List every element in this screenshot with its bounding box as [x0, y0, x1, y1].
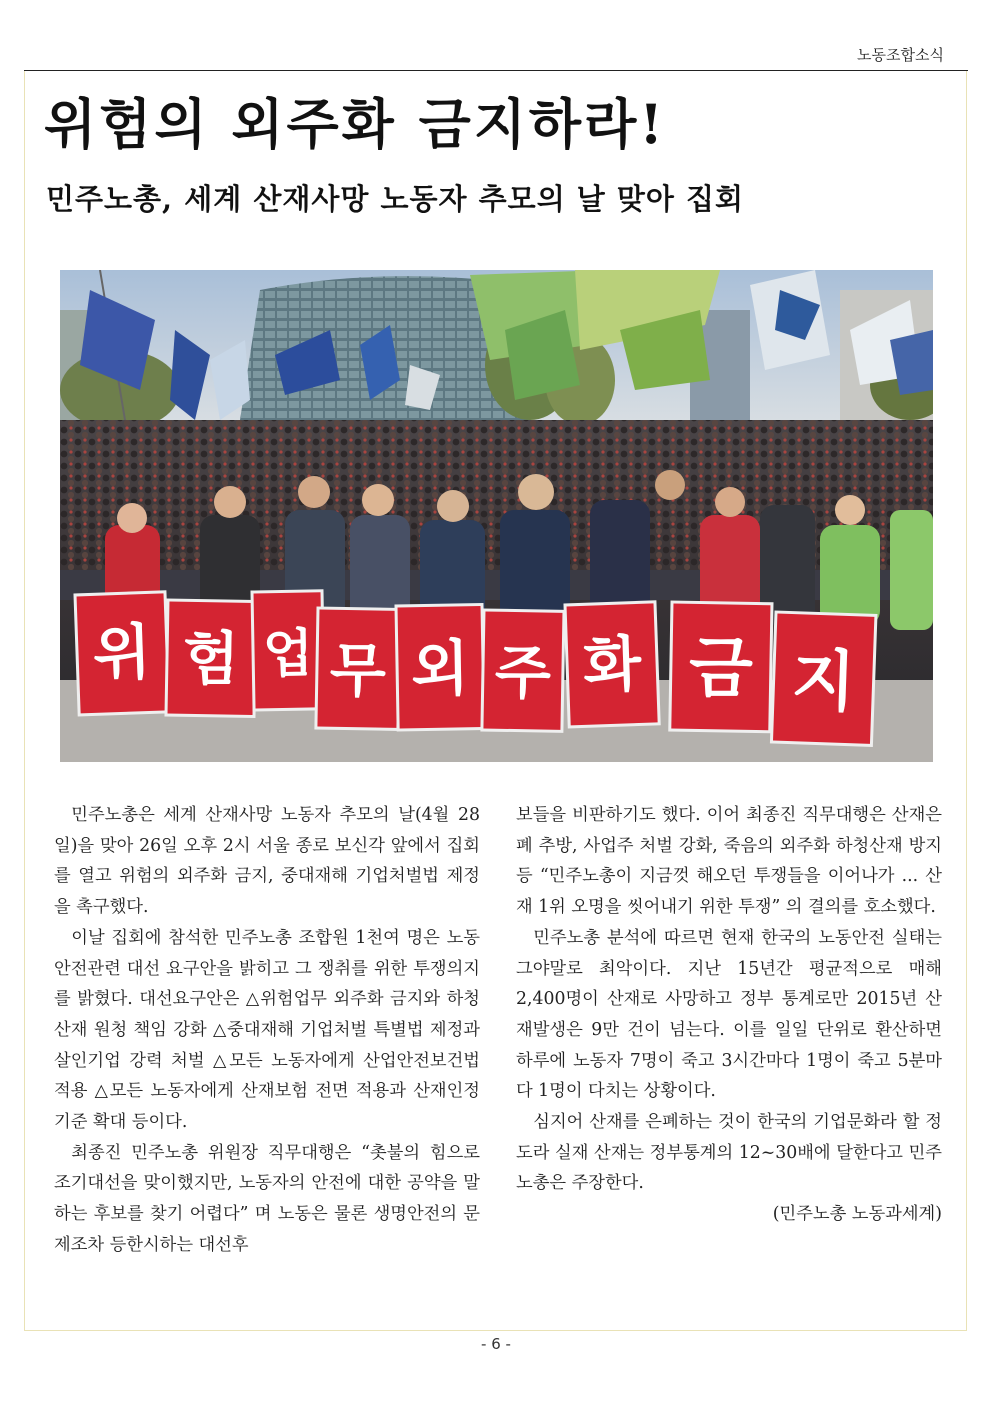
banner-letter: 험	[182, 624, 240, 694]
article-headline: 위험의 외주화 금지하라!	[44, 92, 666, 156]
article-column-right	[516, 800, 942, 1230]
banner-card	[166, 600, 256, 717]
banner-letter: 업	[262, 623, 314, 685]
paragraph: 민주노총은 세계 산재사망 노동자 추모의 날(4월 28일)을 맞아 26일 오후 2시 서울 종로 보신각 앞에서 집회를 열고 위험의 외주화 금지, 중대재해 기업처벌법 제정을 촉구했다.	[54, 805, 480, 918]
paragraph: 심지어 산재를 은폐하는 것이 한국의 기업문화라 할 정도라 실재 산재는 정부통계의 12~30배에 달한다고 민주노총은 주장한다.	[516, 1112, 942, 1194]
banner-card	[565, 602, 659, 727]
banner-letter: 위	[91, 617, 153, 690]
article-source: (민주노총 노동과세계)	[772, 1204, 942, 1225]
banner-card	[75, 592, 169, 715]
banner-card	[396, 604, 484, 729]
article-column-left	[54, 800, 480, 1261]
page-number: - 6 -	[481, 1335, 511, 1353]
banner-card	[771, 612, 875, 745]
article-subheadline: 민주노총, 세계 산재사망 노동자 추모의 날 맞아 집회	[46, 182, 745, 216]
banner-card	[482, 610, 564, 731]
banner-card	[670, 602, 772, 732]
banner-letter: 무	[329, 636, 387, 706]
paragraph: 이날 집회에 참석한 민주노총 조합원 1천여 명은 노동안전관련 대선 요구안을 밝히고 그 쟁취를 위한 투쟁의지를 밝혔다. 대선요구안은 △위험업무 외주화 금지와 하청산재 원청 책임 강화 △중대재해 기업처벌 특별법 제정과 살인기업 강력 처벌 △모든 노동자에게 산업안전보건법 적용 △모든 노동자에게 산재보험 전면 적용과 산재인정 기준 확대 등이다.	[54, 927, 480, 1133]
paragraph: 민주노총 분석에 따르면 현재 한국의 노동안전 실태는 그야말로 최악이다. 지난 15년간 평균적으로 매해 2,400명이 산재로 사망하고 정부 통계로만 2015년 산재발생은 9만 건이 넘는다. 이를 일일 단위로 환산하면 하루에 노동자 7명이 죽고 3시간마다 1명이 죽고 5분마다 1명이 다치는 상황이다.	[516, 927, 942, 1102]
rally-photo	[60, 270, 933, 762]
paragraph: 최종진 민주노총 위원장 직무대행은 “촛불의 힘으로 조기대선을 맞이했지만, 노동자의 안전에 대한 공약을 말하는 후보를 찾기 어렵다” 며 노동은 물론 생명안전의 문제조차 등한시하는 대선후	[54, 1142, 480, 1255]
banner-card	[316, 608, 400, 729]
banner-letter: 주	[494, 638, 552, 708]
banner-letter: 외	[410, 633, 470, 705]
banner-letter: 화	[581, 629, 643, 702]
banner-letter: 금	[688, 629, 754, 708]
banner-card	[252, 591, 324, 710]
banner-letter: 지	[790, 641, 857, 721]
paragraph-continuation: 보들을 비판하기도 했다. 이어 최종진 직무대행은 산재은폐 추방, 사업주 처벌 강화, 죽음의 외주화 하청산재 방지 등 “민주노총이 지금껏 해오던 투쟁들을 이어나가 ... 산재 1위 오명을 씻어내기 위한 투쟁” 의 결의를 호소했다.	[516, 805, 942, 918]
section-label: 노동조합소식	[857, 46, 944, 64]
